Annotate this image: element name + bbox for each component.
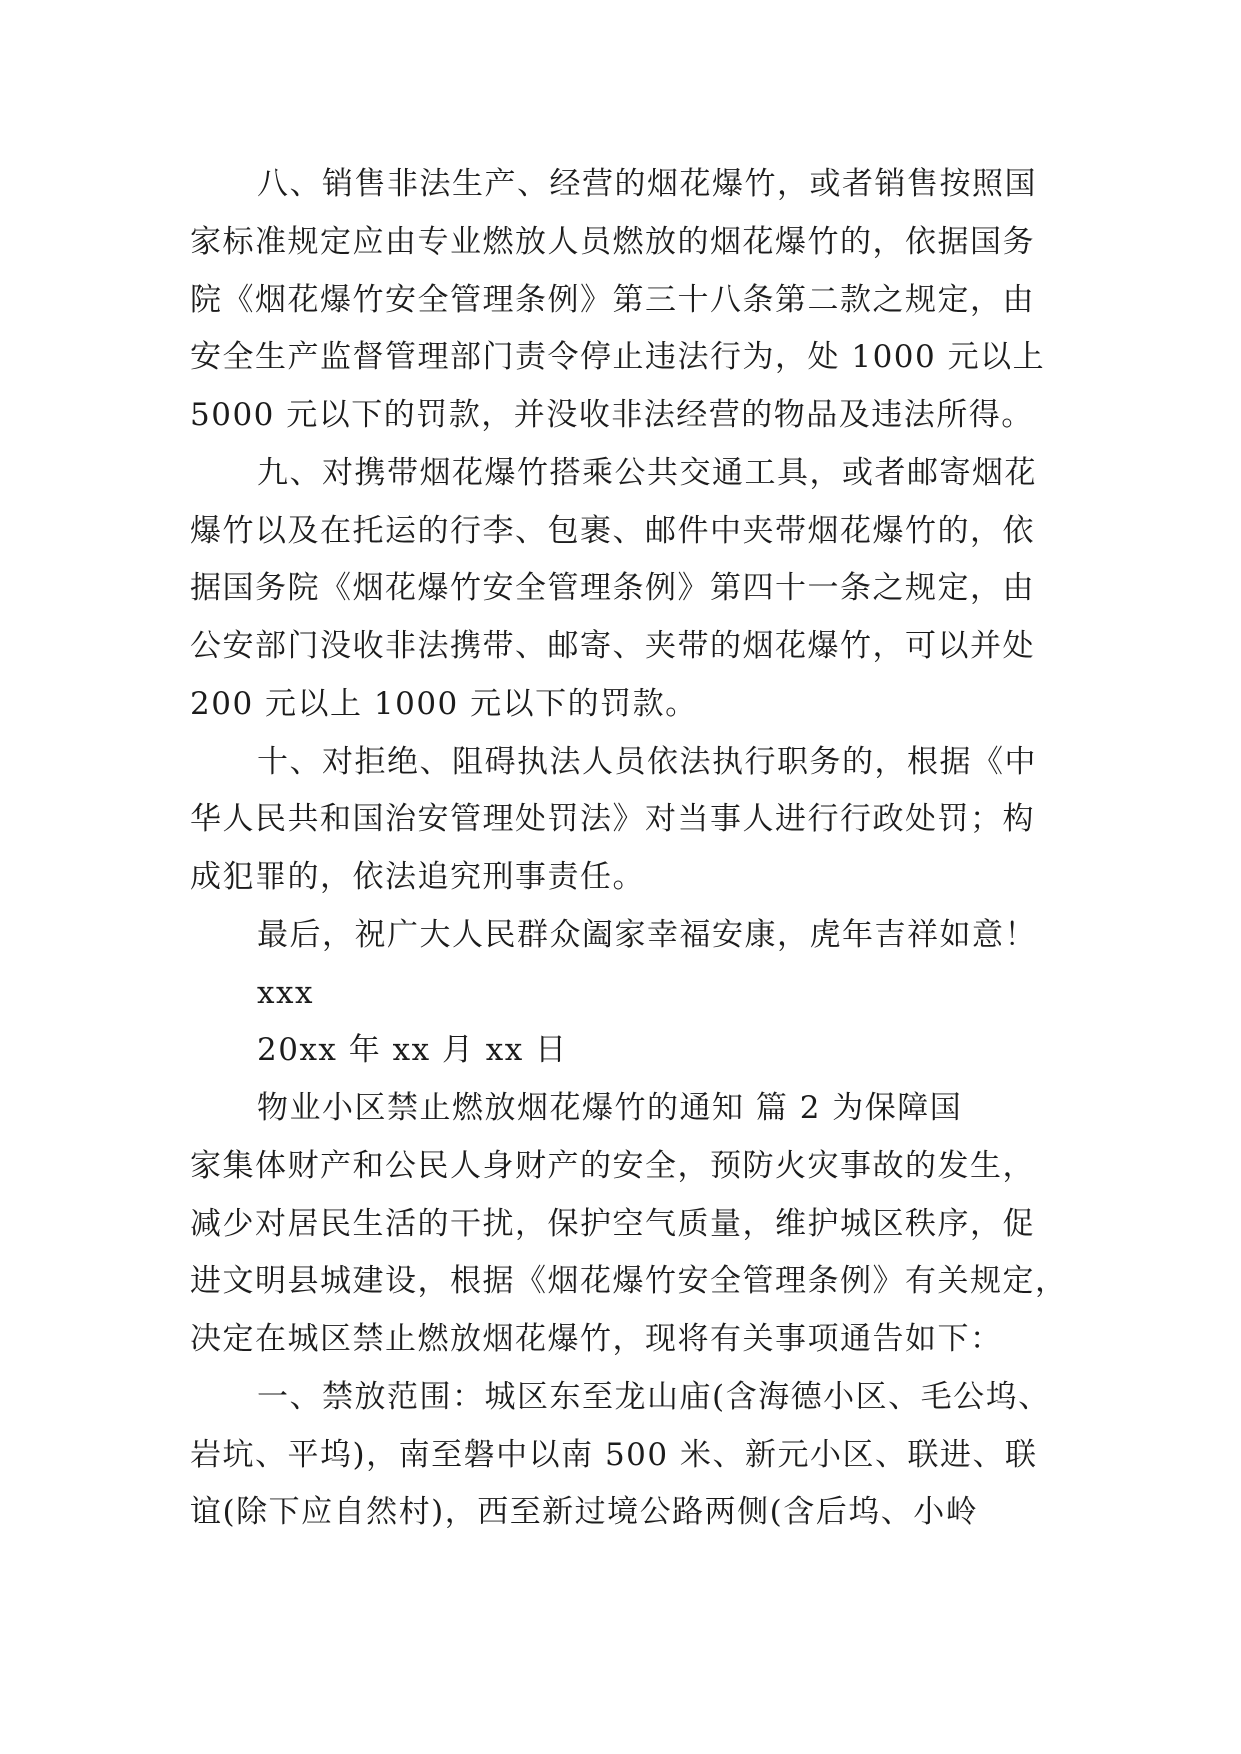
text-line: 八、销售非法生产、经营的烟花爆竹，或者销售按照国 — [257, 166, 1037, 202]
text-line: 谊(除下应自然村)，西至新过境公路两侧(含后坞、小岭 — [190, 1494, 979, 1530]
text-line: 5000 元以下的罚款，并没收非法经营的物品及违法所得。 — [190, 397, 1034, 433]
text-line: 九、对携带烟花爆竹搭乘公共交通工具，或者邮寄烟花 — [257, 455, 1037, 491]
text-line: 一、禁放范围：城区东至龙山庙(含海德小区、毛公坞、 — [257, 1379, 1051, 1415]
text-line: 公安部门没收非法携带、邮寄、夹带的烟花爆竹，可以并处 — [190, 628, 1035, 664]
text-line: 岩坑、平坞)，南至磐中以南 500 米、新元小区、联进、联 — [190, 1437, 1038, 1473]
text-line: 200 元以上 1000 元以下的罚款。 — [190, 686, 698, 722]
section-heading-line: 物业小区禁止燃放烟花爆竹的通知 篇 2 为保障国 — [257, 1090, 963, 1126]
text-line: 华人民共和国治安管理处罚法》对当事人进行行政处罚；构 — [190, 801, 1035, 837]
signature-date: 20xx 年 xx 月 xx 日 — [257, 1032, 568, 1068]
text-line: 安全生产监督管理部门责令停止违法行为，处 1000 元以上 — [190, 339, 1046, 375]
text-line: 减少对居民生活的干扰，保护空气质量，维护城区秩序，促 — [190, 1206, 1035, 1242]
text-line: 家集体财产和公民人身财产的安全，预防火灾事故的发生， — [190, 1148, 1035, 1184]
text-line: 十、对拒绝、阻碍执法人员依法执行职务的，根据《中 — [257, 744, 1037, 780]
text-line: 院《烟花爆竹安全管理条例》第三十八条第二款之规定，由 — [190, 282, 1035, 318]
text-line: 家标准规定应由专业燃放人员燃放的烟花爆竹的，依据国务 — [190, 224, 1035, 260]
closing-line: 最后，祝广大人民群众阖家幸福安康，虎年吉祥如意！ — [257, 917, 1037, 953]
text-line: 成犯罪的，依法追究刑事责任。 — [190, 859, 645, 895]
text-line: 据国务院《烟花爆竹安全管理条例》第四十一条之规定，由 — [190, 570, 1035, 606]
text-line: 进文明县城建设，根据《烟花爆竹安全管理条例》有关规定， — [190, 1263, 1068, 1299]
text-line: 爆竹以及在托运的行李、包裹、邮件中夹带烟花爆竹的，依 — [190, 513, 1035, 549]
text-line: 决定在城区禁止燃放烟花爆竹，现将有关事项通告如下： — [190, 1321, 1003, 1357]
signature-name: xxx — [257, 975, 314, 1011]
